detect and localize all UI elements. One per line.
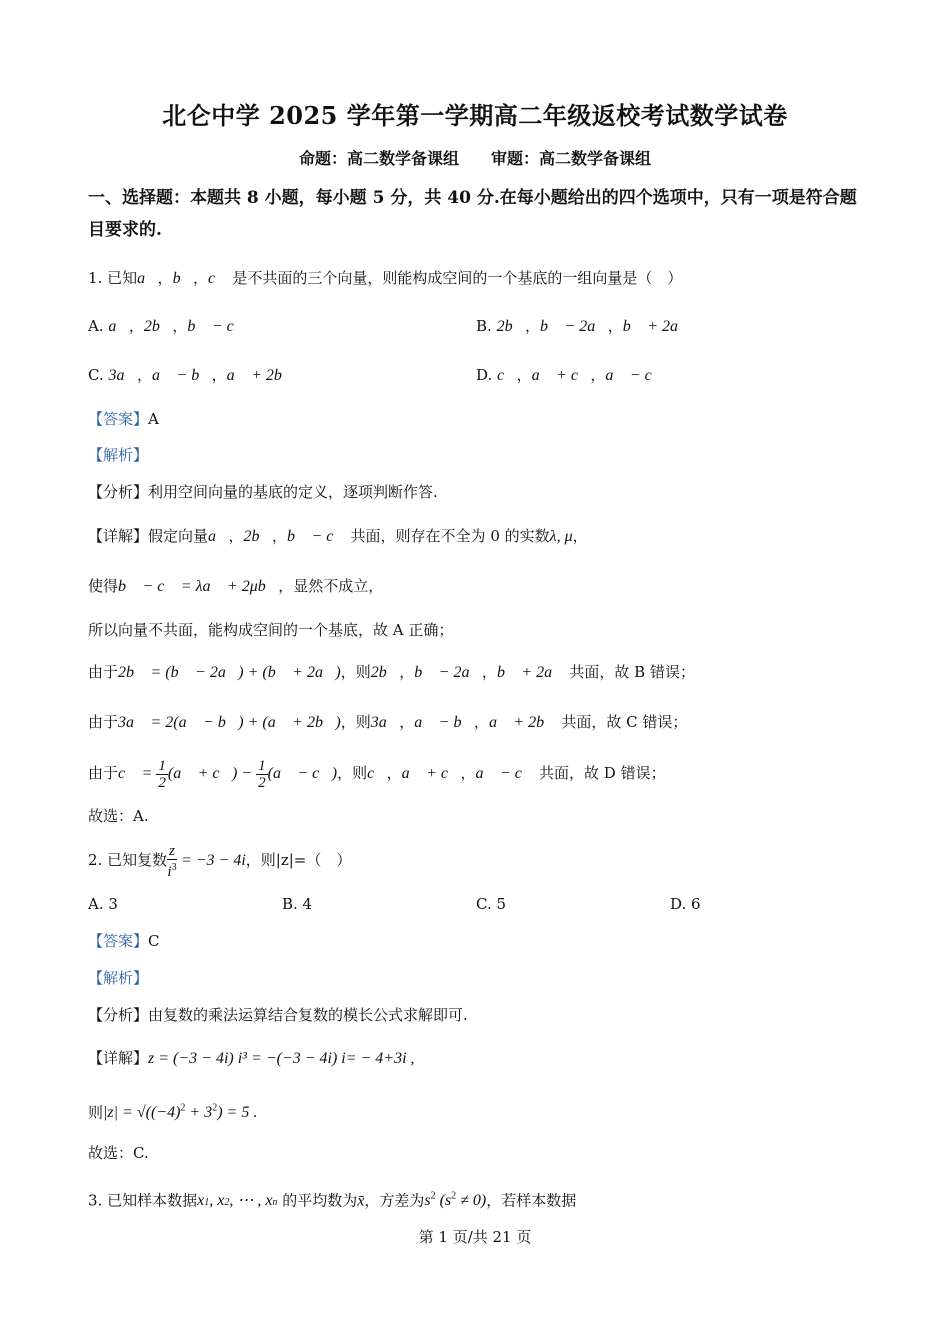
q1-detail-c: 由于3a⃗ = 2(a⃗ − b⃗) + (a⃗ + 2b⃗)，则3a⃗，a⃗ − b⃗，a⃗ + 2b⃗ 共面，故 C 错误；	[88, 713, 688, 731]
q1-option-b: B. 2b⃗，b⃗ − 2a⃗，b⃗ + 2a⃗	[476, 317, 691, 335]
q1-detail-2: 使得b⃗ − c⃗ = λa⃗ + 2μb⃗，显然不成立，	[88, 577, 384, 595]
q1-detail-1: 【详解】假定向量a⃗，2b⃗，b⃗ − c⃗ 共面，则存在不全为 0 的实数λ, μ，	[88, 527, 588, 545]
q2-option-a: A. 3	[88, 895, 118, 913]
q2-answer: 【答案】C	[88, 932, 160, 950]
page-footer: 第 1 页/共 21 页	[418, 1228, 532, 1246]
page-subtitle: 命题：高二数学备课组 审题：高二数学备课组	[298, 149, 651, 168]
q2-stem: 2. 已知复数 $\frac{z}{i^3}$ = −3 − 4i，则|z|=（ ）	[88, 842, 352, 880]
q1-explain-tag: 【解析】	[88, 446, 149, 464]
q2-analysis: 【分析】由复数的乘法运算结合复数的模长公式求解即可.	[88, 1006, 468, 1024]
q2-option-d: D. 6	[670, 895, 701, 913]
q1-option-d: D. c⃗，a⃗ + c⃗，a⃗ − c⃗	[476, 366, 665, 384]
q1-detail-3: 所以向量不共面，能构成空间的一个基底，故 A 正确；	[88, 621, 454, 639]
q1-option-c: C. 3a⃗，a⃗ − b⃗，a⃗ + 2b⃗	[88, 366, 295, 384]
q2-option-c: C. 5	[476, 895, 507, 913]
q1-conclusion: 故选：A.	[88, 807, 149, 825]
q2-option-b: B. 4	[282, 895, 313, 913]
q1-detail-d: 由于c⃗ = $\frac{1}{2}$ (a⃗ + c⃗) − $\frac{1}{2}$ (a⃗ − c⃗)，则c⃗，a⃗ + c⃗，a⃗ − c⃗ 共面，故 D 错误；	[88, 757, 666, 791]
q3-stem: 3. 已知样本数据x1, x2, ⋯ , xn 的平均数为x̄，方差为$s^2$ $(s^2 \ne 0)$，若样本数据	[88, 1191, 577, 1210]
q1-stem: 1. 已知a⃗，b⃗，c⃗ 是不共面的三个向量，则能构成空间的一个基底的一组向量是（ ）	[88, 269, 683, 287]
q1-detail-b: 由于2b⃗ = (b⃗ − 2a⃗) + (b⃗ + 2a⃗)，则2b⃗，b⃗ − 2a⃗，b⃗ + 2a⃗ 共面，故 B 错误；	[88, 663, 695, 681]
q2-detail-2: 则$|z| = √((-4)^2 + 3^2) = 5$ .	[88, 1103, 258, 1122]
q1-option-a: A. a⃗，2b⃗，b⃗ − c⃗	[88, 317, 247, 335]
q2-detail-1: 【详解】z = (−3 − 4i) i³ = −(−3 − 4i) i= − 4+3i ,	[88, 1049, 415, 1067]
page-title: 北仑中学 2025 学年第一学期高二年级返校考试数学试卷	[162, 101, 788, 130]
section-heading: 一、选择题：本题共 8 小题，每小题 5 分，共 40 分.在每小题给出的四个选项中，只有一项是符合题目要求的.	[88, 188, 857, 240]
q2-conclusion: 故选：C.	[88, 1144, 149, 1162]
q1-answer: 【答案】A	[88, 410, 159, 428]
q2-explain-tag: 【解析】	[88, 969, 149, 987]
q1-analysis: 【分析】利用空间向量的基底的定义，逐项判断作答.	[88, 483, 438, 501]
